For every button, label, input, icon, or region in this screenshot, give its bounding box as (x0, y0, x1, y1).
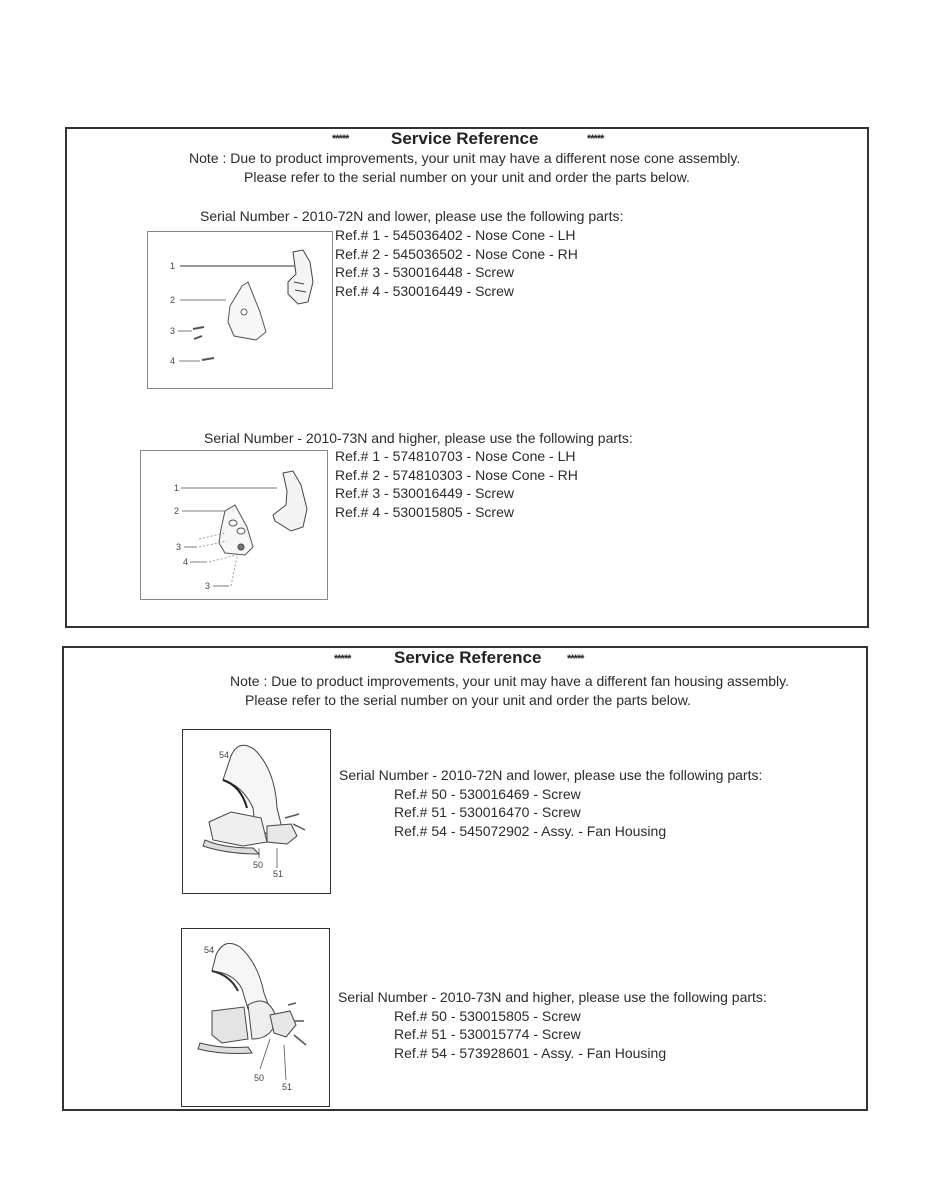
fan-housing-diagram-new (181, 928, 330, 1107)
serial-number-text: Serial Number - 2010-72N and lower, please use the following parts: (339, 767, 763, 783)
part-item: Ref.# 50 - 530015805 - Screw (394, 1007, 581, 1024)
nose-cone-diagram-new (140, 450, 328, 600)
callout-50: 50 (253, 860, 264, 870)
part-item: Ref.# 51 - 530015774 - Screw (394, 1026, 581, 1042)
stars-left: ***** (334, 653, 351, 665)
parts-list (338, 1007, 767, 1063)
part-item: Ref.# 54 - 573928601 - Assy. - Fan Housing (394, 1044, 667, 1061)
serial-group (338, 988, 767, 1062)
parts-list (339, 785, 762, 841)
nose-cone-parts-illustration (141, 451, 327, 599)
callout-50: 50 (254, 1073, 265, 1083)
callout-4: 4 (170, 356, 176, 366)
callout-2: 2 (170, 295, 176, 305)
callout-3: 3 (170, 326, 176, 336)
part-item: Ref.# 4 - 530015805 - Screw (335, 503, 514, 520)
serial-group (339, 766, 762, 840)
fan-housing-illustration (183, 730, 330, 893)
note-line-1: Note : Due to product improvements, your unit may have a different fan housing assembly. (230, 673, 789, 689)
nose-cone-parts-illustration (148, 232, 332, 388)
section-title: Service Reference (394, 648, 542, 667)
part-item: Ref.# 1 - 574810703 - Nose Cone - LH (335, 448, 576, 464)
part-item: Ref.# 50 - 530016469 - Screw (394, 785, 581, 802)
serial-number-text: Serial Number - 2010-73N and higher, please use the following parts: (204, 430, 633, 446)
callout-3: 3 (176, 542, 182, 552)
fan-housing-diagram-old (182, 729, 331, 894)
stars-right: ***** (567, 653, 584, 665)
part-item: Ref.# 3 - 530016448 - Screw (335, 264, 514, 280)
fan-housing-illustration (182, 929, 329, 1106)
part-item: Ref.# 3 - 530016449 - Screw (335, 485, 514, 501)
section-title: Service Reference (391, 129, 539, 148)
callout-1: 1 (170, 261, 176, 271)
note-line-2: Please refer to the serial number on your unit and order the parts below. (245, 692, 691, 708)
callout-54: 54 (204, 945, 215, 955)
parts-list (335, 226, 578, 300)
part-item: Ref.# 1 - 545036402 - Nose Cone - LH (335, 227, 576, 243)
callout-4: 4 (183, 557, 189, 567)
parts-list (335, 447, 578, 521)
serial-number-text: Serial Number - 2010-73N and higher, please use the following parts: (338, 989, 767, 1005)
callout-1: 1 (174, 483, 180, 493)
nose-cone-diagram-old (147, 231, 333, 389)
part-item: Ref.# 54 - 545072902 - Assy. - Fan Housing (394, 822, 667, 839)
stars-left: ***** (332, 133, 349, 145)
stars-right: ***** (587, 133, 604, 145)
callout-3b: 3 (205, 581, 211, 591)
part-item: Ref.# 4 - 530016449 - Screw (335, 282, 514, 299)
callout-54: 54 (219, 750, 230, 760)
note-line-1: Note : Due to product improvements, your unit may have a different nose cone assembly. (189, 150, 741, 166)
part-item: Ref.# 51 - 530016470 - Screw (394, 804, 581, 820)
callout-51: 51 (282, 1082, 293, 1092)
part-item: Ref.# 2 - 574810303 - Nose Cone - RH (335, 466, 578, 483)
note-line-2: Please refer to the serial number on your unit and order the parts below. (244, 169, 690, 185)
callout-2: 2 (174, 506, 180, 516)
part-item: Ref.# 2 - 545036502 - Nose Cone - RH (335, 245, 578, 262)
serial-number-text: Serial Number - 2010-72N and lower, please use the following parts: (200, 208, 624, 224)
callout-51: 51 (273, 869, 284, 879)
